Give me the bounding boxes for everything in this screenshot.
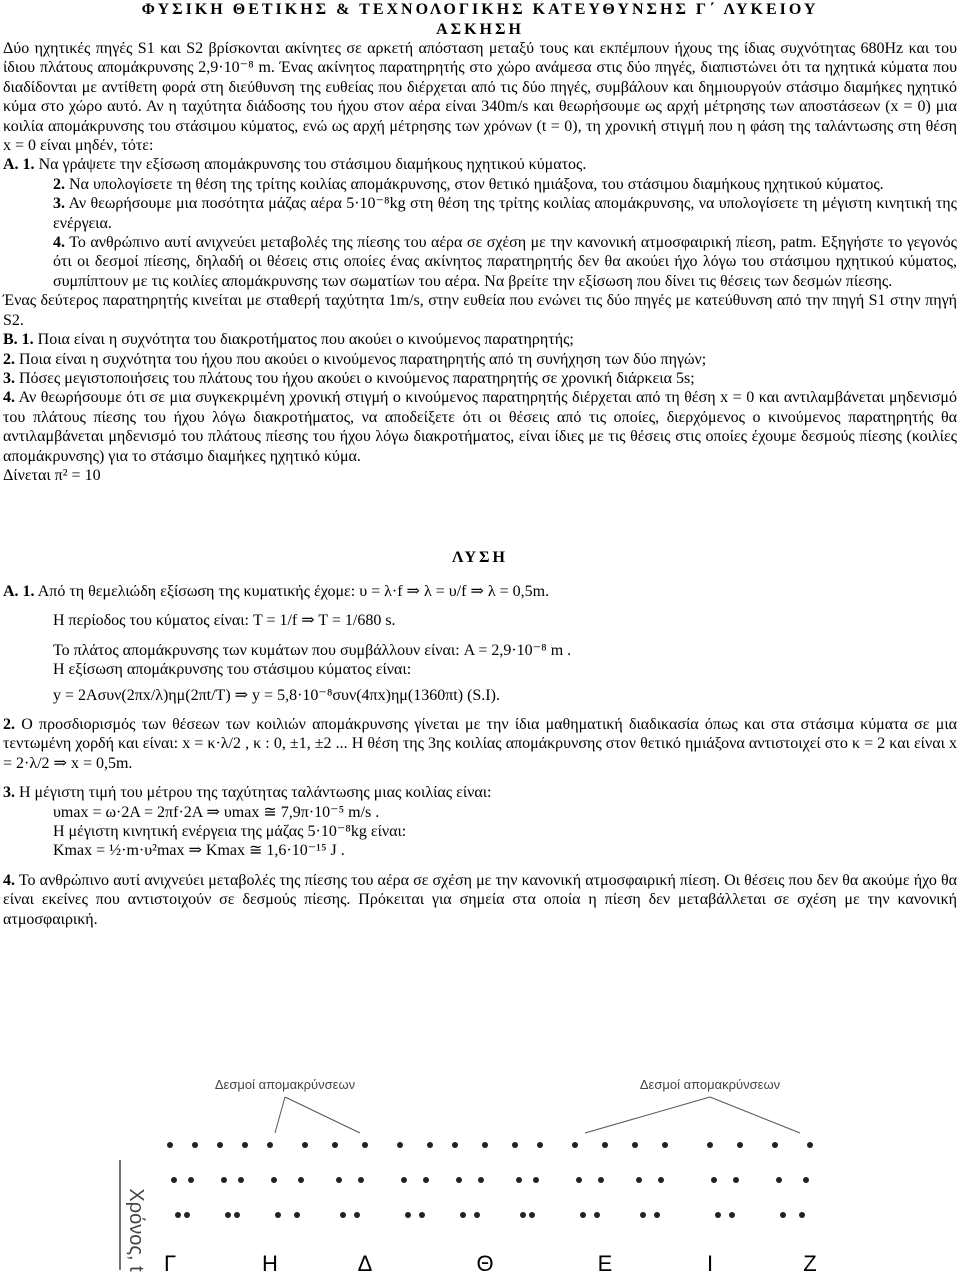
particle-dot (171, 1177, 177, 1183)
particle-dot (242, 1142, 248, 1148)
particle-dot (397, 1142, 403, 1148)
particle-dot (594, 1212, 600, 1218)
particle-dot (452, 1142, 458, 1148)
question-b3 (3, 369, 957, 388)
particle-dot (598, 1177, 604, 1183)
particle-dot (427, 1142, 433, 1148)
figure-label-left: Δεσμοί απομακρύνσεων (214, 1077, 356, 1092)
solution-title: ΛΥΣΗ (452, 549, 508, 566)
particle-dot (405, 1212, 411, 1218)
particle-dot (423, 1177, 429, 1183)
particle-dot (238, 1177, 244, 1183)
solution-kmax: Kmax = ½·m·υ²max ⇒ Kmax ≅ 1,6·10⁻¹⁵ J . (53, 842, 345, 860)
solution-text (0, 582, 960, 929)
particle-dot (302, 1142, 308, 1148)
point-label-zeta: Ζ (803, 1251, 817, 1275)
question-b4-text: Αν θεωρήσουμε ότι σε μια συγκεκριμένη χρονική στιγμή ο κινούμενος παρατηρητής διέρχεται από τη θέση x = 0 και αντιλαμβάνεται μηδενισμό του πλάτους πίεσης του ήχου λόγω διακροτήματος, να αποδείξετε ότι οι θέσεις από τις οποίες, διερχόμενος ο κινούμενος παρατηρητής θα αντιλαμβάνεται μηδενισμό του πλάτους πίεσης του ήχου λόγω διακροτήματος, είναι ίδιες με τις θέσεις στις οποίες έχουμε δεσμούς πίεσης (κοιλίες απομάκρυνσης) για το στάσιμο διαμήκες ηχητικό κύμα. (3, 389, 957, 465)
particle-dot (737, 1142, 743, 1148)
given-data: Δίνεται π² = 10 (3, 466, 101, 484)
solution-a4 (3, 871, 957, 929)
particle-dot (234, 1212, 240, 1218)
question-a1 (3, 155, 957, 174)
point-label-theta: Θ (476, 1251, 494, 1275)
question-b3-text: Πόσες μεγιστοποιήσεις του πλάτους του ήχου ακούει ο κινούμενος παρατηρητής σε χρονική διάρκεια 5s; (19, 369, 695, 387)
question-a1-label: Α. 1. (3, 156, 35, 174)
question-a4-label: 4. (53, 234, 65, 252)
particle-dot (184, 1212, 190, 1218)
particle-dot (271, 1177, 277, 1183)
particle-dot (780, 1212, 786, 1218)
question-b2 (3, 350, 957, 369)
solution-a3-text: Η μέγιστη τιμή του μέτρου της ταχύτητας ταλάντωσης μιας κοιλίας είναι: (19, 784, 492, 802)
pressure-nodes-figure (100, 1075, 860, 1275)
document-header: ΦΥΣΙΚΗ ΘΕΤΙΚΗΣ & ΤΕΧΝΟΛΟΓΙΚΗΣ ΚΑΤΕΥΘΥΝΣΗΣ Γ΄ ΛΥΚΕΙΟΥ (141, 1, 819, 18)
question-a3 (3, 194, 957, 233)
question-b1-label: Β. 1. (3, 331, 34, 349)
solution-equation: y = 2Aσυν(2πx/λ)ημ(2πt/T) ⇒ y = 5,8·10⁻⁸συν(4πx)ημ(1360πt) (S.I). (53, 686, 500, 704)
particle-dot (225, 1212, 231, 1218)
second-observer-text: Ένας δεύτερος παρατηρητής κινείται με σταθερή ταχύτητα 1m/s, στην ευθεία που ενώνει τις δύο πηγές με κατεύθυνση από την πηγή S1 στην πηγή S2. (3, 292, 957, 329)
question-a4-text: Το ανθρώπινο αυτί ανιχνεύει μεταβολές της πίεσης του αέρα σε σχέση με την κανονική ατμοσφαιρική πίεση, patm. Εξηγήστε το γεγονός ότι οι δεσμοί πίεσης, δηλαδή οι θέσεις στις οποίες ένας ακίνητος παρατηρητής δεν θα ακούει ήχο λόγω του στάσιμου ηχητικού κύματος, συμπίπτουν με τις κοιλίες απομάκρυνσης των σωματίων του αέρα. Να βρείτε την εξίσωση που δίνει τις θέσεις των δεσμών πίεσης. (53, 234, 958, 290)
particle-dot (636, 1177, 642, 1183)
solution-a2-label: 2. (3, 716, 15, 734)
particle-dot (529, 1212, 535, 1218)
question-a2-label: 2. (53, 175, 65, 193)
particle-dot (221, 1177, 227, 1183)
particle-dot (512, 1142, 518, 1148)
particle-dot (537, 1142, 543, 1148)
particle-dot (478, 1177, 484, 1183)
particle-dot (580, 1212, 586, 1218)
particle-dots (167, 1142, 813, 1218)
pointer-right-1 (585, 1097, 710, 1133)
solution-a1 (3, 582, 957, 601)
solution-vmax: υmax = ω·2A = 2πf·2A ⇒ υmax ≅ 7,9π·10⁻⁵ m/s . (53, 803, 380, 821)
question-a2-text: Να υπολογίσετε τη θέση της τρίτης κοιλίας απομάκρυνσης, στον θετικό ημιάξονα, του στάσιμου διαμήκους ηχητικού κύματος. (69, 175, 884, 193)
solution-a1-label: Α. 1. (3, 583, 35, 600)
particle-dot (482, 1142, 488, 1148)
solution-period: Η περίοδος του κύματος είναι: T = 1/f ⇒ T = 1/680 s. (53, 612, 396, 630)
particle-dot (707, 1142, 713, 1148)
problem-text (0, 39, 960, 485)
particle-dot (572, 1142, 578, 1148)
particle-dot (354, 1212, 360, 1218)
time-axis-label: Χρόνος, t (125, 1188, 147, 1272)
particle-dot (192, 1142, 198, 1148)
particle-dot (533, 1177, 539, 1183)
point-labels (164, 1251, 817, 1275)
question-b3-label: 3. (3, 369, 15, 387)
question-b1-text: Ποια είναι η συχνότητα του διακροτήματος που ακούει ο κινούμενος παρατηρητής; (37, 331, 574, 349)
solution-a2-text: Ο προσδιορισμός των θέσεων των κοιλιών απομάκρυνσης γίνεται με την ίδια μαθηματική διαδικασία όπως και στα στάσιμα κύματα σε μια τεντωμένη χορδή και είναι: x = κ·λ/2 , κ : 0, ±1, ±2 ... Η θέση της 3ης κοιλίας απομάκρυνσης στον θετικό ημιάξονα αντιστοιχεί στο κ = 2 και είναι x = 2·λ/2 ⇒ x = 0,5m. (3, 716, 958, 772)
particle-dot (175, 1212, 181, 1218)
pointer-left-2 (285, 1097, 360, 1133)
particle-dot (362, 1142, 368, 1148)
particle-dot (294, 1212, 300, 1218)
question-b4 (3, 388, 957, 466)
particle-dot (711, 1177, 717, 1183)
particle-dot (456, 1177, 462, 1183)
point-label-eta: Η (262, 1251, 278, 1275)
particle-dot (640, 1212, 646, 1218)
solution-eq-intro: Η εξίσωση απομάκρυνσης του στάσιμου κύματος είναι: (53, 661, 412, 679)
particle-dot (298, 1177, 304, 1183)
solution-a4-label: 4. (3, 871, 15, 889)
particle-dot (460, 1212, 466, 1218)
particle-dot (807, 1142, 813, 1148)
solution-amplitude: Το πλάτος απομάκρυνσης των κυμάτων που συμβάλλουν είναι: A = 2,9·10⁻⁸ m . (53, 641, 572, 659)
point-label-gamma: Γ (163, 1251, 177, 1275)
particle-dot (188, 1177, 194, 1183)
question-b2-label: 2. (3, 350, 15, 368)
pointer-right-2 (710, 1097, 800, 1133)
particle-dot (733, 1177, 739, 1183)
particle-dot (340, 1212, 346, 1218)
particle-dot (217, 1142, 223, 1148)
pointer-left-1 (275, 1097, 285, 1133)
particle-dot (576, 1177, 582, 1183)
particle-dot (516, 1177, 522, 1183)
point-label-delta: Δ (357, 1251, 373, 1275)
problem-intro: Δύο ηχητικές πηγές S1 και S2 βρίσκονται ακίνητες σε αρκετή απόσταση μεταξύ τους και εκπέμπουν ήχους της ίδιας συχνότητας 680Hz και του ίδιου πλάτους απομάκρυνσης 2,9·10⁻⁸ m. Ένας ακίνητος παρατηρητής στο χώρο ανάμεσα στις δύο πηγές, διαπιστώνει ότι τα ηχητικά κύματα που διαδίδονται με αντίθετη φορά στη διεύθυνση της ευθείας που διέρχεται από τις δύο πηγές, συμβάλουν και δημιουργούν στάσιμο διαμήκες ηχητικό κύμα στο χώρο αυτό. Αν η ταχύτητα διάδοσης του ήχου στον αέρα είναι 340m/s και θεωρήσουμε ως αρχή μέτρησης των αποστάσεων (x = 0) μια κοιλία απομάκρυνσης του στάσιμου κύματος, ενώ ως αρχή μέτρησης των χρόνων (t = 0), τη χρονική στιγμή που η φάση της ταλάντωσης στη θέση x = 0 είναι μηδέν, τότε: (3, 40, 957, 155)
particle-dot (729, 1212, 735, 1218)
particle-dot (799, 1212, 805, 1218)
particle-dot (602, 1142, 608, 1148)
question-b1 (3, 330, 957, 349)
particle-dot (632, 1142, 638, 1148)
question-a2 (3, 175, 957, 194)
question-a4 (3, 233, 957, 291)
particle-dot (167, 1142, 173, 1148)
particle-dot (772, 1142, 778, 1148)
figure-label-right: Δεσμοί απομακρύνσεων (639, 1077, 781, 1092)
solution-a4-text: Το ανθρώπινο αυτί ανιχνεύει μεταβολές της πίεσης του αέρα σε σχέση με την κανονική ατμοσφαιρική πίεση. Οι θέσεις που δεν θα ακούμε ήχο θα είναι εκείνες που αντιστοιχούν σε δεσμούς πίεσης. Πρόκειται για σημεία στα οποία η πίεση δεν μεταβάλλεται σε σχέση με την κανονική ατμοσφαιρική. (3, 871, 957, 928)
point-label-epsilon: Ε (597, 1251, 613, 1275)
solution-a2 (3, 715, 957, 773)
section-title: ΑΣΚΗΣΗ (436, 21, 524, 38)
solution-a3 (3, 783, 957, 802)
particle-dot (520, 1212, 526, 1218)
point-label-iota: Ι (706, 1251, 714, 1275)
particle-dot (419, 1212, 425, 1218)
particle-dot (401, 1177, 407, 1183)
solution-a1-text: Από τη θεμελιώδη εξίσωση της κυματικής έχομε: υ = λ·f ⇒ λ = υ/f ⇒ λ = 0,5m. (37, 583, 550, 600)
particle-dot (654, 1212, 660, 1218)
question-b4-label: 4. (3, 389, 15, 407)
question-a1-text: Να γράψετε την εξίσωση απομάκρυνσης του στάσιμου διαμήκους ηχητικού κύματος. (38, 156, 587, 174)
particle-dot (336, 1177, 342, 1183)
question-b2-text: Ποια είναι η συχνότητα του ήχου που ακούει ο κινούμενος παρατηρητής από τη συνήχηση των δύο πηγών; (19, 350, 707, 368)
particle-dot (715, 1212, 721, 1218)
particle-dot (776, 1177, 782, 1183)
particle-dot (474, 1212, 480, 1218)
question-a3-label: 3. (53, 195, 65, 213)
particle-dot (358, 1177, 364, 1183)
particle-dot (658, 1177, 664, 1183)
particle-dot (662, 1142, 668, 1148)
particle-dot (275, 1212, 281, 1218)
question-a3-text: Αν θεωρήσουμε μια ποσότητα μάζας αέρα 5·10⁻⁸kg στη θέση της τρίτης κοιλίας απομάκρυνσης, να υπολογίσετε τη μέγιστη κινητική της ενέργεια. (53, 195, 958, 232)
particle-dot (803, 1177, 809, 1183)
particle-dot (267, 1142, 273, 1148)
particle-dot (332, 1142, 338, 1148)
solution-ek-intro: Η μέγιστη κινητική ενέργεια της μάζας 5·10⁻⁸kg είναι: (53, 823, 407, 841)
solution-a3-label: 3. (3, 784, 15, 802)
